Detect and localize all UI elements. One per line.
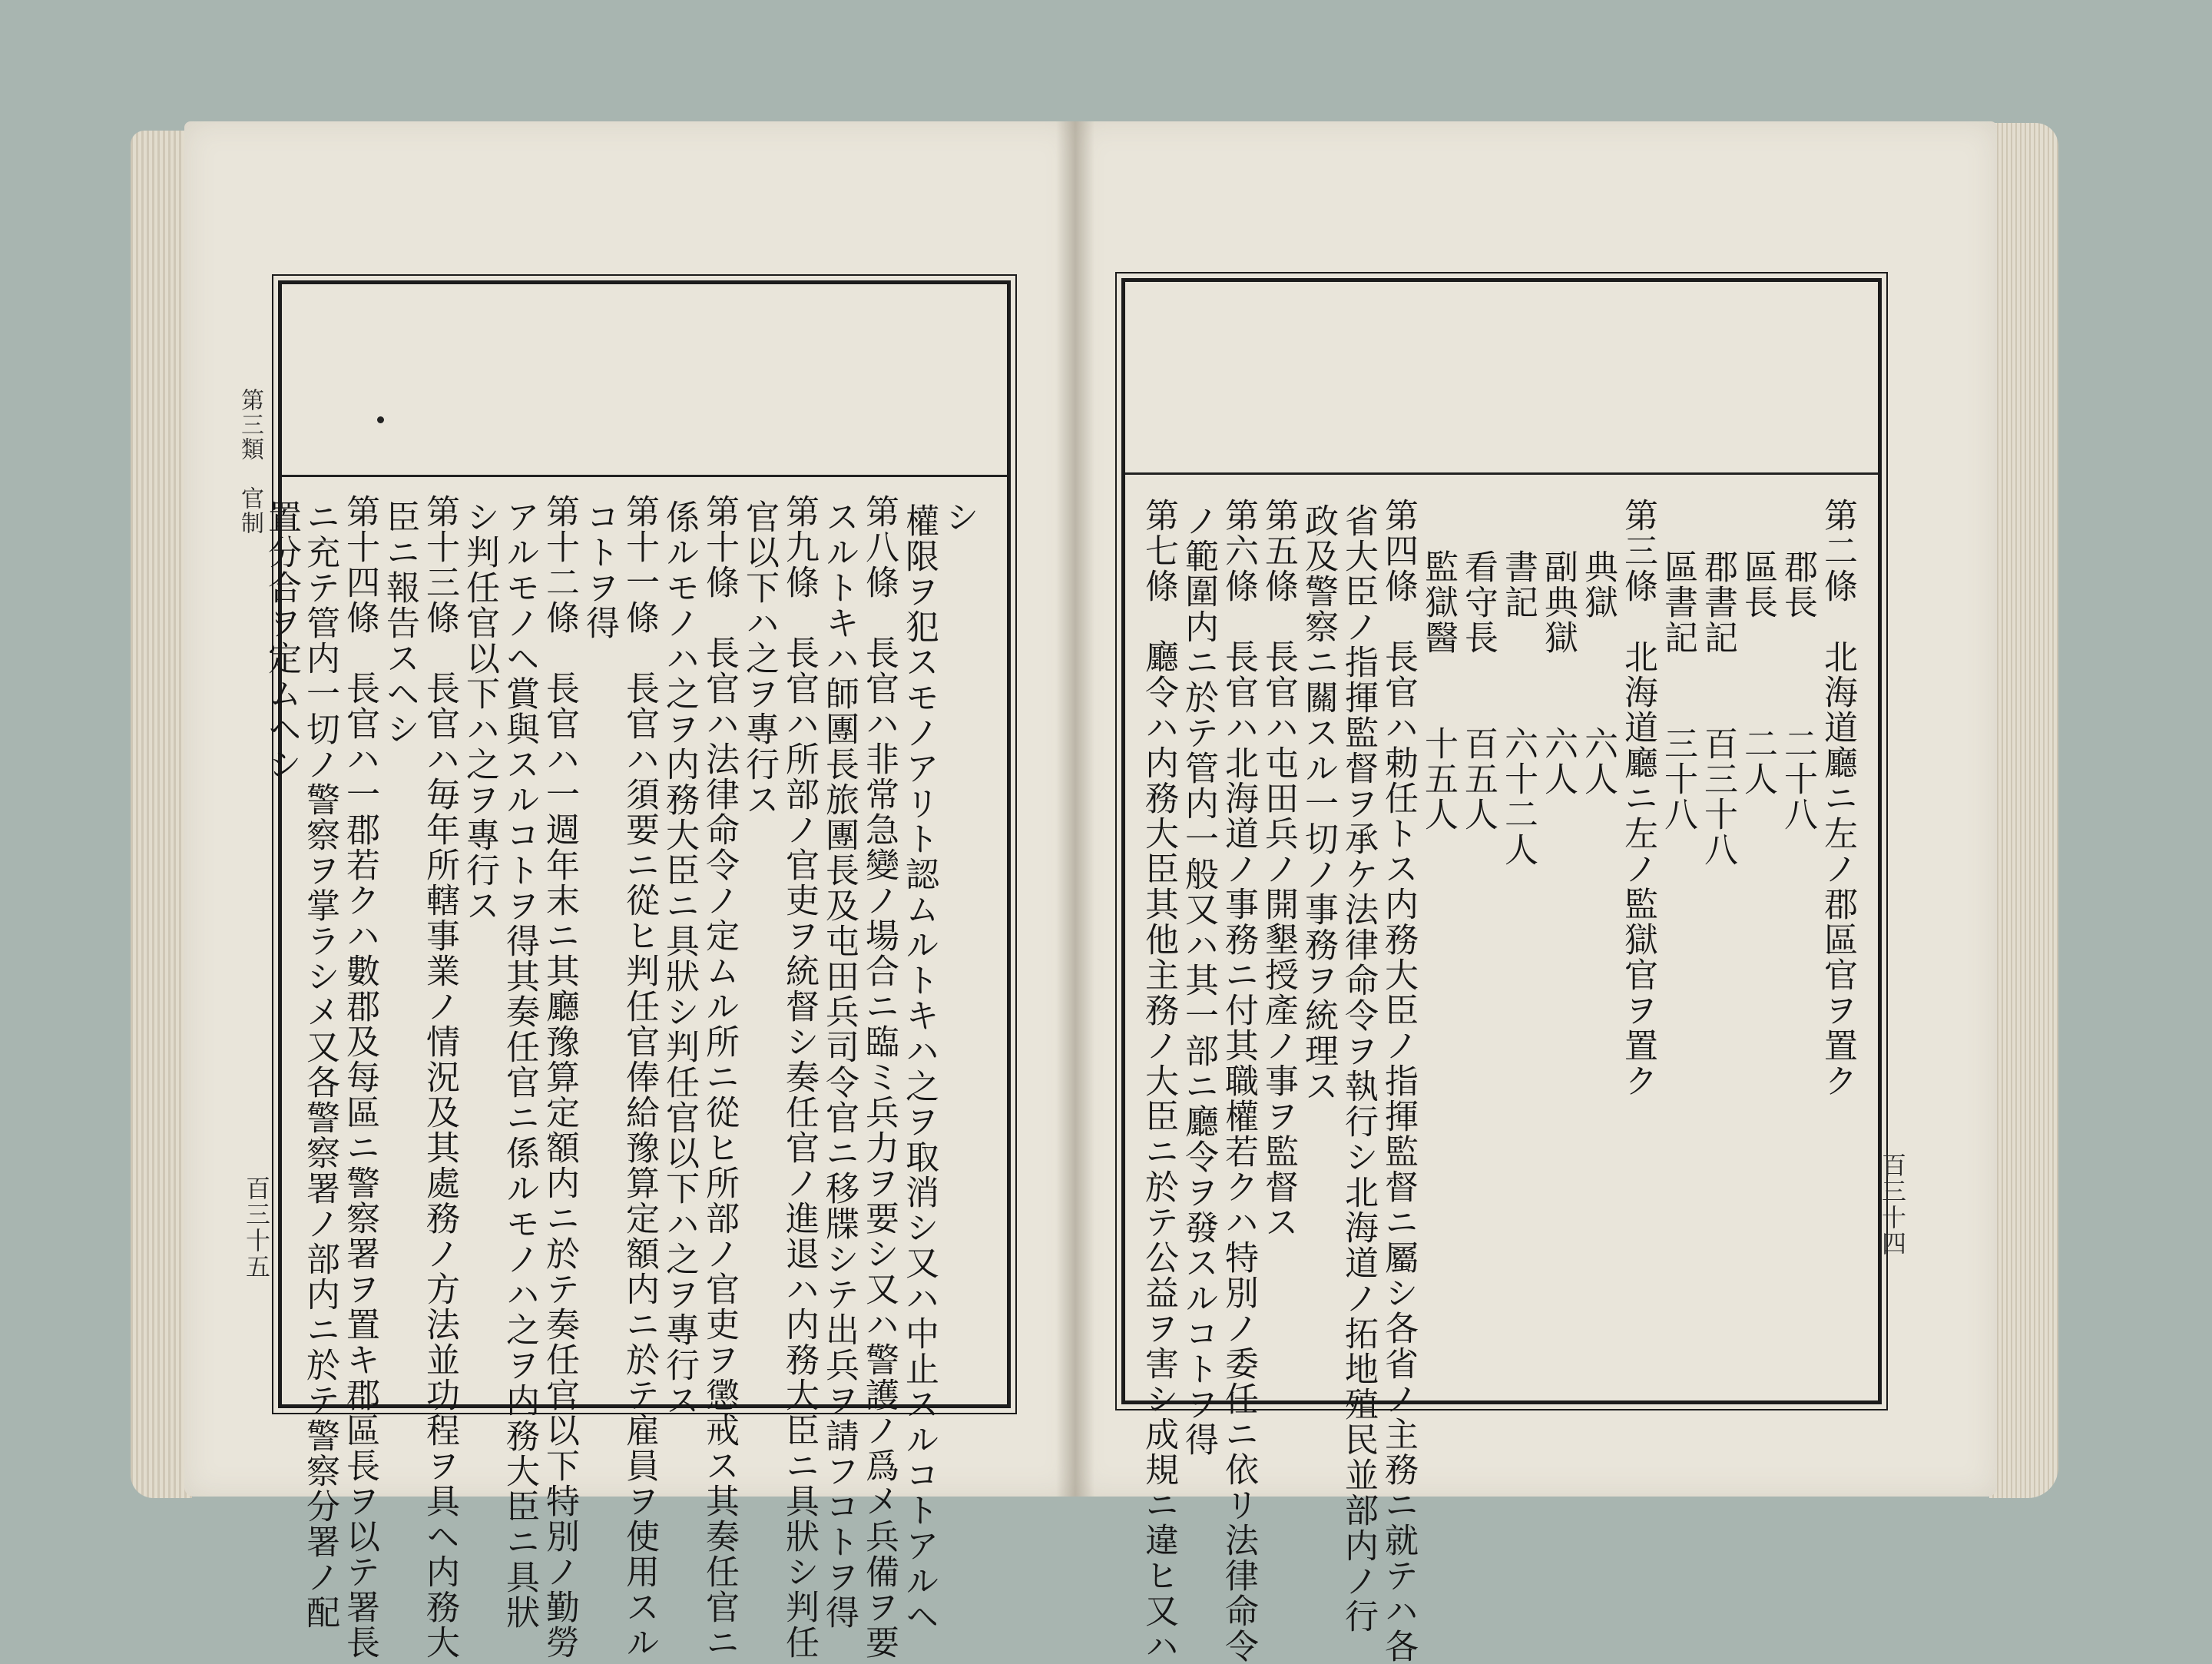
left-col-9: 第十一條 長官ハ須要ニ從ヒ判任官俸給豫算定額内ニ於テ雇員ヲ使用スル xyxy=(620,494,659,1660)
right-col-4: 郡書記 百三十八 xyxy=(1698,549,1737,867)
ink-dot xyxy=(377,416,384,423)
left-col-1: シ xyxy=(939,499,979,535)
left-col-16: 第十四條 長官ハ一郡若クハ數郡及每區ニ警察署ヲ置キ郡區長ヲ以テ署長 xyxy=(340,494,379,1660)
left-col-13: シ判任官以下ハ之ヲ專行ス xyxy=(460,499,499,923)
left-col-15: 臣ニ報告スヘシ xyxy=(380,499,419,747)
left-running-head: 第三類 官制 xyxy=(237,388,263,535)
left-page-edges xyxy=(131,131,192,1498)
right-col-6: 第三條 北海道廳ニ左ノ監獄官ヲ置ク xyxy=(1618,498,1657,1099)
left-col-10: コトヲ得 xyxy=(580,499,619,641)
left-col-2: 權限ヲ犯スモノアリト認ムルトキハ之ヲ取消シ又ハ中止スルコトアルヘ xyxy=(899,503,939,1634)
left-col-7: 第十條 長官ハ法律命令ノ定ムル所ニ從ヒ所部ノ官吏ヲ懲戒ス其奏任官ニ xyxy=(700,494,739,1660)
right-col-8: 副典獄 六人 xyxy=(1538,549,1578,797)
left-col-4: スルトキハ師團長旅團長及屯田兵司令官ニ移牒シテ出兵ヲ請フコトヲ得 xyxy=(820,499,859,1630)
right-col-11: 監獄醫 十五人 xyxy=(1419,549,1458,832)
right-col-16: 第六條 長官ハ北海道ノ事務ニ付其職權若クハ特別ノ委任ニ依リ法律命令 xyxy=(1219,498,1258,1664)
right-col-5: 區書記 三十八 xyxy=(1658,549,1697,832)
right-col-10: 看守長 百五人 xyxy=(1459,549,1498,832)
left-col-11: 第十二條 長官ハ一週年末ニ其廳豫算定額内ニ於テ奏任官以下特別ノ勤勞 xyxy=(540,494,579,1660)
left-col-12: アルモノヘ賞與スルコトヲ得其奏任官ニ係ルモノハ之ヲ内務大臣ニ具狀 xyxy=(500,499,539,1630)
header-rule xyxy=(1125,472,1878,475)
right-col-14: 政及警察ニ關スル一切ノ事務ヲ統理ス xyxy=(1299,503,1338,1104)
right-col-9: 書記 六十二人 xyxy=(1498,549,1538,867)
left-col-17: ニ充テ管内一切ノ警察ヲ掌ラシメ又各警察署ノ部内ニ於テ警察分署ノ配 xyxy=(300,499,339,1630)
right-col-1: 第二條 北海道廳ニ左ノ郡區官ヲ置ク xyxy=(1818,498,1857,1099)
left-col-18: 置分合ヲ定ムヘシ xyxy=(262,499,301,782)
right-col-12: 第四條 長官ハ勅任トス内務大臣ノ指揮監督ニ屬シ各省ノ主務ニ就テハ各 xyxy=(1379,498,1418,1664)
right-col-7: 典獄 六人 xyxy=(1578,549,1618,797)
header-rule xyxy=(282,475,1007,477)
left-col-6: 官以下ハ之ヲ專行ス xyxy=(740,499,779,817)
right-col-15: 第五條 長官ハ屯田兵ノ開墾授產ノ事ヲ監督ス xyxy=(1259,498,1298,1240)
left-col-3: 第八條 長官ハ非常急變ノ場合ニ臨ミ兵力ヲ要シ又ハ警護ノ爲メ兵備ヲ要 xyxy=(859,494,899,1660)
right-page-number: 百三十四 xyxy=(1878,1152,1907,1257)
right-col-2: 郡長 二十八 xyxy=(1778,549,1817,832)
right-col-3: 區長 二人 xyxy=(1738,549,1777,797)
left-page-number: 百三十五 xyxy=(242,1175,271,1280)
left-col-8: 係ルモノハ之ヲ内務大臣ニ具狀シ判任官以下ハ之ヲ專行ス xyxy=(660,499,699,1418)
left-col-14: 第十三條 長官ハ毎年所轄事業ノ情況及其處務ノ方法並功程ヲ具ヘ内務大 xyxy=(420,494,459,1660)
right-page-edges xyxy=(1989,123,2058,1498)
right-col-18: 第七條 廳令ハ内務大臣其他主務ノ大臣ニ於テ公益ヲ害シ成規ニ違ヒ又ハ xyxy=(1139,498,1178,1664)
right-col-17: ノ範圍内ニ於テ管内一般又ハ其一部ニ廳令ヲ發スルコトヲ得 xyxy=(1179,503,1218,1457)
right-col-13: 省大臣ノ指揮監督ヲ承ケ法律命令ヲ執行シ北海道ノ拓地殖民並部内ノ行 xyxy=(1339,503,1378,1634)
book-gutter xyxy=(1056,121,1094,1497)
left-col-5: 第九條 長官ハ所部ノ官吏ヲ統督シ奏任官ノ進退ハ内務大臣ニ具狀シ判任 xyxy=(780,494,819,1660)
